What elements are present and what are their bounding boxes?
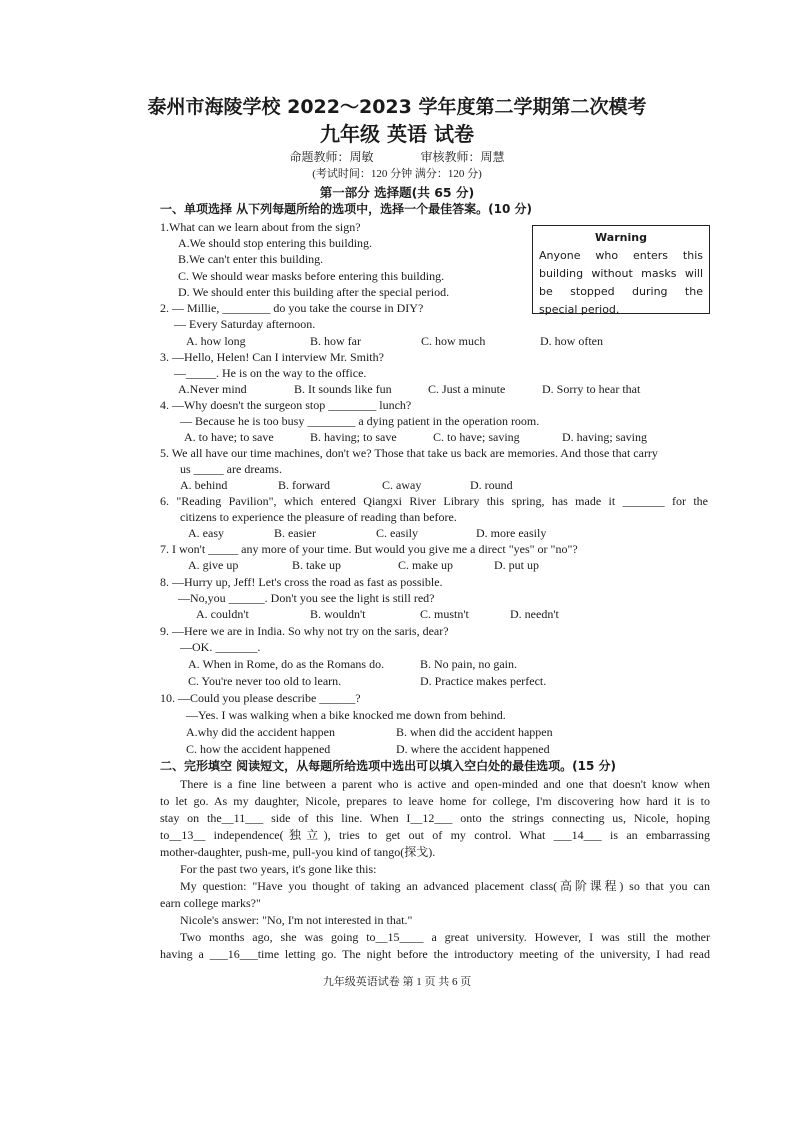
q8-option-b: B. wouldn't	[310, 607, 366, 621]
q2-line2: — Every Saturday afternoon.	[174, 317, 316, 331]
cloze-line: having a ___16___time letting go. The night before the introductory meeting of the university, I had read	[160, 947, 710, 961]
q4-stem: 4. —Why doesn't the surgeon stop ________ lunch?	[160, 398, 412, 412]
q7-option-a: A. give up	[188, 558, 239, 572]
q6-stem: 6. "Reading Pavilion", which entered Qiangxi River Library this spring, has made it _______ for the	[160, 494, 708, 508]
cloze-line: to let go. As my daughter, Nicole, prepares to leave home for college, I'm discovering how hard it is to	[160, 794, 710, 808]
warning-sign	[532, 225, 710, 314]
teacher-info	[0, 148, 794, 165]
q10-option-d: D. where the accident happened	[396, 742, 550, 756]
q6-option-b: B. easier	[274, 526, 316, 540]
cloze-line: For the past two years, it's gone like this:	[180, 862, 377, 876]
q8-line2: —No,you ______. Don't you see the light is still red?	[178, 591, 435, 605]
q10-option-a: A.why did the accident happen	[186, 725, 335, 739]
q3-option-a: A.Never mind	[178, 382, 247, 396]
q1-option-d: D. We should enter this building after the special period.	[178, 285, 450, 299]
q2-option-b: B. how far	[310, 334, 361, 348]
cloze-line: There is a fine line between a parent who is active and open-minded and one that doesn't know when	[180, 777, 710, 791]
q4-option-b: B. having; to save	[310, 430, 397, 444]
q7-stem: 7. I won't _____ any more of your time. But would you give me a direct "yes" or "no"?	[160, 542, 578, 556]
q6-option-a: A. easy	[188, 526, 224, 540]
q3-option-b: B. It sounds like fun	[294, 382, 392, 396]
q3-option-d: D. Sorry to hear that	[542, 382, 641, 396]
q9-stem: 9. —Here we are in India. So why not try on the saris, dear?	[160, 624, 449, 638]
q5-stem: 5. We all have our time machines, don't we? Those that take us back are memories. And those that carry	[160, 446, 658, 460]
q5-option-a: A. behind	[180, 478, 228, 492]
q3-option-c: C. Just a minute	[428, 382, 506, 396]
section2-heading: 二、完形填空 阅读短文，从每题所给选项中选出可以填入空白处的最佳选项。(15 分)	[160, 759, 617, 773]
q2-option-a: A. how long	[186, 334, 246, 348]
q5-option-b: B. forward	[278, 478, 330, 492]
cloze-line: Nicole's answer: "No, I'm not interested in that."	[180, 913, 413, 927]
q6-line2: citizens to experience the pleasure of reading than before.	[180, 510, 457, 524]
exam-time-info: (考试时间：120 分钟 满分：120 分)	[312, 168, 482, 180]
cloze-line: Two months ago, she was going to__15____ a great university. However, I was still the mother	[180, 930, 710, 944]
warning-sign-title: Warning	[595, 231, 647, 244]
q1-stem: 1.What can we learn about from the sign?	[160, 220, 361, 234]
q9-option-a: A. When in Rome, do as the Romans do.	[188, 657, 385, 671]
q1-option-a: A.We should stop entering this building.	[178, 236, 373, 250]
q10-stem: 10. —Could you please describe ______?	[160, 691, 361, 705]
q2-stem: 2. — Millie, ________ do you take the course in DIY?	[160, 301, 424, 315]
section1-heading: 一、单项选择 从下列每题所给的选项中，选择一个最佳答案。(10 分)	[160, 202, 533, 216]
reviewer-teacher: 审核教师：周慧	[420, 150, 505, 164]
q3-line2: —_____. He is on the way to the office.	[174, 366, 367, 380]
q9-option-b: B. No pain, no gain.	[420, 657, 517, 671]
q8-option-a: A. couldn't	[196, 607, 249, 621]
q4-line2: — Because he is too busy ________ a dying patient in the operation room.	[180, 414, 540, 428]
q7-option-c: C. make up	[398, 558, 453, 572]
q8-option-d: D. needn't	[510, 607, 559, 621]
cloze-line: mother-daughter, push-me, pull-you kind of tango(探戈).	[160, 845, 436, 859]
cloze-line: My question: "Have you thought of taking an advanced placement class(高阶课程) so that you can	[180, 879, 710, 893]
exam-title: 泰州市海陵学校 2022～2023 学年度第二学期第二次模考	[147, 96, 647, 118]
warning-sign-text: Anyone who enters this building without masks will be stopped during the special period.	[539, 249, 703, 316]
setter-teacher: 命题教师：周敏	[289, 150, 374, 164]
q8-stem: 8. —Hurry up, Jeff! Let's cross the road as fast as possible.	[160, 575, 443, 589]
q9-line2: —OK. _______.	[180, 640, 261, 654]
cloze-line: to__13__ independence(独立), tries to get out of my control. What ___14___ is an embarrassing	[160, 828, 710, 842]
q10-line2: —Yes. I was walking when a bike knocked me down from behind.	[186, 708, 506, 722]
q5-option-d: D. round	[470, 478, 513, 492]
q7-option-b: B. take up	[292, 558, 341, 572]
q7-option-d: D. put up	[494, 558, 539, 572]
q8-option-c: C. mustn't	[420, 607, 469, 621]
q10-option-c: C. how the accident happened	[186, 742, 331, 756]
q1-option-c: C. We should wear masks before entering this building.	[178, 269, 445, 283]
q4-option-a: A. to have; to save	[184, 430, 274, 444]
exam-subtitle: 九年级 英语 试卷	[320, 122, 474, 146]
q3-stem: 3. —Hello, Helen! Can I interview Mr. Smith?	[160, 350, 384, 364]
q9-option-d: D. Practice makes perfect.	[420, 674, 547, 688]
q5-option-c: C. away	[382, 478, 422, 492]
q6-option-d: D. more easily	[476, 526, 547, 540]
q5-line2: us _____ are dreams.	[180, 462, 282, 476]
part-one-heading: 第一部分 选择题(共 65 分)	[319, 185, 475, 200]
q9-option-c: C. You're never too old to learn.	[188, 674, 342, 688]
q4-option-d: D. having; saving	[562, 430, 647, 444]
q6-option-c: C. easily	[376, 526, 418, 540]
q2-option-d: D. how often	[540, 334, 603, 348]
cloze-line: earn college marks?"	[160, 896, 261, 910]
cloze-line: stay on the__11___ side of this line. When I__12___ onto the strings connecting us, Nicole, hoping	[160, 811, 710, 825]
q4-option-c: C. to have; saving	[433, 430, 520, 444]
q1-option-b: B.We can't enter this building.	[178, 252, 324, 266]
q2-option-c: C. how much	[421, 334, 486, 348]
page-footer: 九年级英语试卷 第 1 页 共 6 页	[322, 976, 472, 988]
q10-option-b: B. when did the accident happen	[396, 725, 553, 739]
